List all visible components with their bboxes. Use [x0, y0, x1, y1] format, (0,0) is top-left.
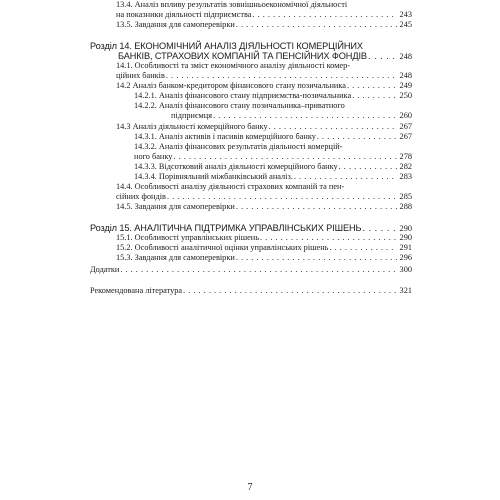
toc-entry-text: 15.1. Особливості управлінських рішень [116, 233, 260, 242]
toc-entry-14-2 [90, 81, 412, 91]
dot-leader [213, 111, 397, 121]
toc-entry-14-3-3 [90, 162, 412, 172]
dot-leader [183, 286, 397, 296]
toc-page-number: 249 [399, 81, 412, 90]
toc-entry-text: 14.3.3. Відсотковий аналіз діяльності комерційного банку [134, 162, 338, 171]
toc-entry-text: 13.5. Завдання для самоперевірки [116, 20, 235, 29]
dot-leader [236, 202, 397, 212]
toc-page-number: 250 [399, 91, 412, 100]
dot-leader [339, 162, 397, 172]
toc-entry-text: 14.2.2. Аналіз фінансового стану позичальника–приватного [134, 101, 345, 110]
toc-entry-text: 14.4. Особливості аналізу діяльності страхових компаній та пен- [116, 182, 345, 191]
toc-page-number: 300 [399, 265, 412, 274]
toc-entry-text: ного банку [134, 152, 173, 161]
toc-page-number: 296 [399, 253, 412, 262]
toc-entry-15-3 [90, 253, 412, 263]
toc-entry-14-1 [90, 61, 412, 81]
page-number: 7 [247, 482, 253, 493]
dot-leader [362, 223, 397, 233]
toc-entry-14-3-1 [90, 132, 412, 142]
toc-entry-text: 14.1. Особливості та зміст економічного аналізу діяльності комер- [116, 61, 351, 70]
toc-page-number: 267 [399, 132, 412, 141]
toc-page-number: 288 [399, 202, 412, 211]
toc-entry-13-5 [90, 20, 412, 30]
toc-chapter-title: БАНКІВ, СТРАХОВИХ КОМПАНІЙ ТА ПЕНСІЙНИХ ФОНДІВ [118, 51, 367, 61]
toc-entry-text: 14.2.1. Аналіз фінансового стану підприємства-позичальника [134, 91, 352, 100]
dot-leader [166, 71, 397, 81]
toc-entry-13-4 [90, 0, 412, 20]
toc-page-number: 283 [399, 172, 412, 181]
dot-leader [236, 20, 397, 30]
toc-entry-text: 14.5. Завдання для самоперевірки [116, 202, 235, 211]
dot-leader [317, 132, 397, 142]
toc-entry-text: 14.3.4. Порівняльний міжбанківський аналіз. [134, 172, 293, 181]
dot-leader [269, 122, 397, 132]
toc-chapter-title: Розділ 14. ЕКОНОМІЧНИЙ АНАЛІЗ ДІЯЛЬНОСТІ КОМЕРЦІЙНИХ [90, 41, 363, 51]
toc-entry-text: сійних фондів [116, 192, 166, 201]
dot-leader [260, 233, 397, 243]
toc-entry-text: 14.3 Аналіз діяльності комерційного банку [116, 122, 268, 131]
toc-entry-text: підприємця [171, 111, 213, 120]
toc-entry-14-3-2 [90, 142, 412, 162]
toc-entry-text: 14.3.1. Аналіз активів і пасивів комерційного банку [134, 132, 316, 141]
toc-page-number: 248 [399, 71, 412, 80]
toc-page-number: 248 [399, 52, 412, 61]
toc-entry-14-3 [90, 122, 412, 132]
toc-page-number: 291 [399, 243, 412, 252]
toc-page-number: 290 [399, 233, 412, 242]
toc-entry-text: 15.3. Завдання для самоперевірки [116, 253, 235, 262]
toc-entry-text: на показники діяльності підприємства [116, 10, 252, 19]
dot-leader [167, 192, 397, 202]
dot-leader [173, 152, 397, 162]
toc-page-number: 278 [399, 152, 412, 161]
dot-leader [236, 253, 397, 263]
toc-chapter-title: Розділ 15. АНАЛІТИЧНА ПІДТРИМКА УПРАВЛІНСЬКИХ РІШЕНЬ [90, 223, 362, 233]
toc-entry-14-5 [90, 202, 412, 212]
dot-leader [329, 243, 397, 253]
dot-leader [352, 91, 397, 101]
toc-page-number: 290 [399, 224, 412, 233]
toc-entry-text: Додатки [90, 265, 120, 274]
toc-entry-appendix [90, 265, 412, 275]
dot-leader [368, 51, 397, 61]
dot-leader [347, 81, 397, 91]
toc-entry-14-2-1 [90, 91, 412, 101]
toc-chapter-14 [90, 41, 412, 62]
toc-page-number: 321 [399, 286, 412, 295]
dot-leader [120, 265, 397, 275]
toc-entry-text: Рекомендована література [90, 286, 183, 295]
toc-entry-text: 14.3.2. Аналіз фінансових результатів діяльності комерцій- [134, 142, 343, 151]
toc-entry-15-1 [90, 233, 412, 243]
toc-entry-14-4 [90, 182, 412, 202]
toc-entry-15-2 [90, 243, 412, 253]
toc-entry-literature [90, 286, 412, 296]
dot-leader [252, 10, 397, 20]
toc-entry-text: 15.2. Особливості аналітичної оцінки управлінських рішень [116, 243, 329, 252]
toc-entry-text: ційних банків [116, 71, 165, 80]
toc-page-number: 260 [399, 111, 412, 120]
toc-page-number: 282 [399, 162, 412, 171]
toc-entry-text: 13.4. Аналіз впливу результатів зовнішньоекономічної діяльності [116, 0, 348, 9]
toc-page-number: 243 [399, 10, 412, 19]
toc-entry-14-3-4 [90, 172, 412, 182]
toc-page-number: 267 [399, 122, 412, 131]
toc-entry-14-2-2 [90, 101, 412, 121]
toc-entry-text: 14.2 Аналіз банком-кредитором фінансового стану позичальника [116, 81, 346, 90]
dot-leader [294, 172, 397, 182]
toc-page-number: 245 [399, 20, 412, 29]
toc-page-number: 285 [399, 192, 412, 201]
